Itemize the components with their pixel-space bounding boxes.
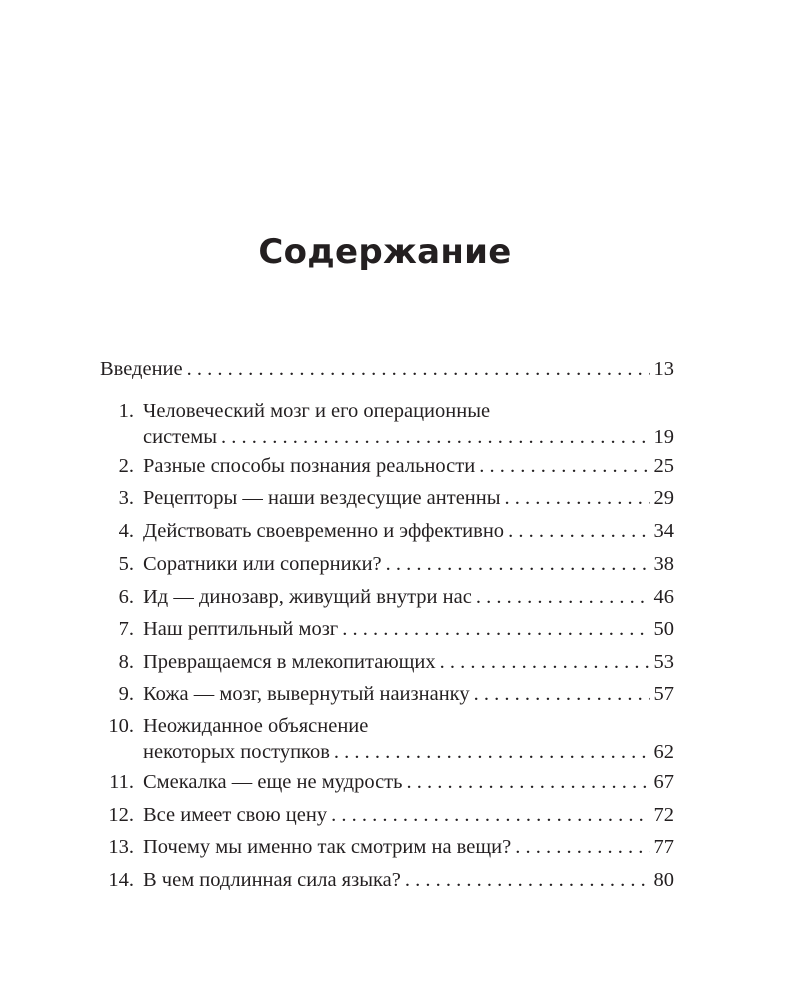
- toc-chapter-number: 5.: [118, 553, 134, 575]
- dot-leader: [505, 485, 650, 511]
- toc-entry-title: Наш рептильный мозг: [143, 618, 339, 640]
- dot-leader: [405, 867, 650, 893]
- toc-page-number: 13: [653, 358, 674, 380]
- dot-leader: [440, 649, 650, 675]
- toc-entry-title: Ид — динозавр, живущий внутри нас: [143, 586, 472, 608]
- toc-entry-title: Смекалка — еще не мудрость: [143, 771, 403, 793]
- dot-leader: [386, 551, 650, 577]
- page-title: Содержание: [258, 232, 512, 272]
- toc-entry-title: Разные способы познания реальности: [143, 455, 476, 477]
- dot-leader: [476, 584, 650, 610]
- toc-page-number: 34: [653, 520, 674, 542]
- toc-page-number: 53: [653, 651, 674, 673]
- toc-page-number: 80: [653, 869, 674, 891]
- toc-entry-title: Почему мы именно так смотрим на вещи?: [143, 836, 512, 858]
- dot-leader: [187, 356, 650, 382]
- toc-chapter-number: 9.: [118, 683, 134, 705]
- dot-leader: [515, 834, 649, 860]
- toc-page-number: 50: [653, 618, 674, 640]
- dot-leader: [334, 739, 650, 765]
- toc-entry-title: системы: [143, 426, 217, 448]
- toc-page-number: 77: [653, 836, 674, 858]
- toc-entry-title: Введение: [100, 358, 183, 380]
- toc-chapter-number: 14.: [108, 869, 134, 891]
- toc-entry-title: Рецепторы — наши вездесущие антенны: [143, 487, 501, 509]
- toc-page-number: 38: [653, 553, 674, 575]
- toc-entry-title-line1: Неожиданное объяснение: [143, 715, 369, 737]
- dot-leader: [474, 681, 650, 707]
- toc-entry-title: Кожа — мозг, вывернутый наизнанку: [143, 683, 470, 705]
- toc-entry-title: В чем подлинная сила языка?: [143, 869, 401, 891]
- toc-entry-title: Все имеет свою цену: [143, 804, 328, 826]
- dot-leader: [221, 424, 650, 450]
- dot-leader: [331, 802, 649, 828]
- toc-chapter-number: 10.: [108, 715, 134, 737]
- toc-chapter-number: 8.: [118, 651, 134, 673]
- toc-page-number: 29: [653, 487, 674, 509]
- toc-chapter-number: 12.: [108, 804, 134, 826]
- toc-page-number: 46: [653, 586, 674, 608]
- toc-entry-title: Действовать своевременно и эффективно: [143, 520, 505, 542]
- toc-chapter-number: 6.: [118, 586, 134, 608]
- toc-page-number: 62: [653, 741, 674, 763]
- toc-entry-title: Соратники или соперники?: [143, 553, 382, 575]
- toc-entry-title: некоторых поступков: [143, 741, 330, 763]
- toc-page-number: 72: [653, 804, 674, 826]
- toc-chapter-number: 13.: [108, 836, 134, 858]
- toc-chapter-number: 7.: [118, 618, 134, 640]
- toc-page-number: 25: [653, 455, 674, 477]
- toc-chapter-number: 4.: [118, 520, 134, 542]
- toc-page-number: 19: [653, 426, 674, 448]
- toc-page-number: 67: [653, 771, 674, 793]
- dot-leader: [406, 769, 649, 795]
- toc-chapter-number: 2.: [118, 455, 134, 477]
- dot-leader: [508, 518, 649, 544]
- toc-entry-title-line1: Человеческий мозг и его операционные: [143, 400, 491, 422]
- toc-chapter-number: 11.: [109, 771, 134, 793]
- toc-chapter-number: 1.: [118, 400, 134, 422]
- toc-entry-title: Превращаемся в млекопитающих: [143, 651, 436, 673]
- dot-leader: [479, 453, 649, 479]
- toc-page-number: 57: [653, 683, 674, 705]
- dot-leader: [342, 616, 649, 642]
- table-of-contents: [100, 0, 674, 1000]
- toc-chapter-number: 3.: [118, 487, 134, 509]
